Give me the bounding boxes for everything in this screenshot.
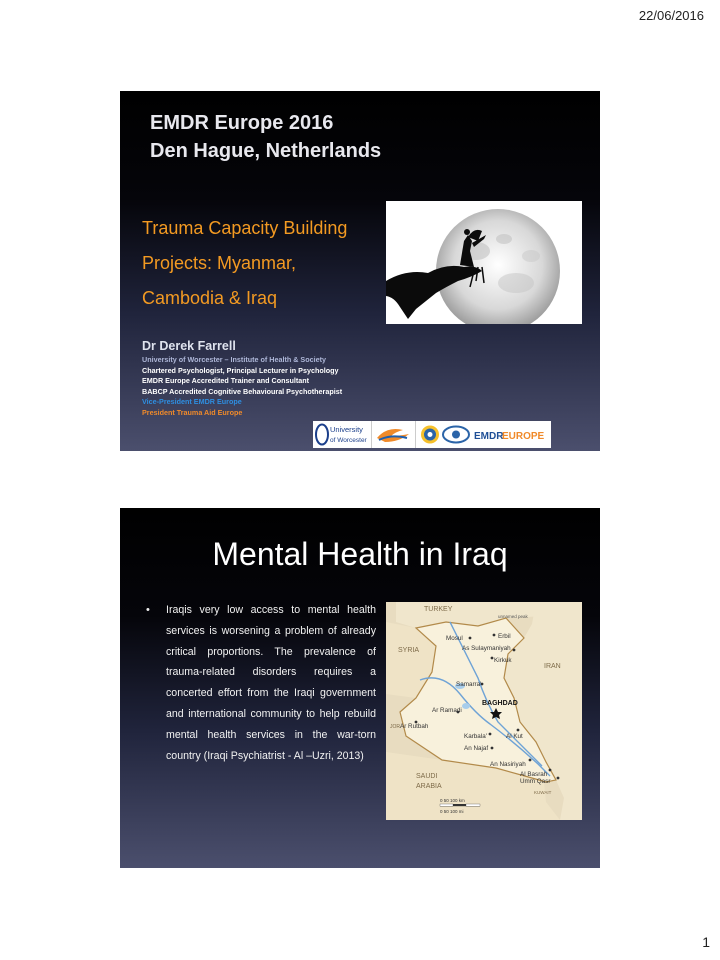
page-number: 1 [702,934,710,950]
bullet-text: Iraqis very low access to mental health services is worsening a problem of already critical proportions. The prevalence of trauma-related disorders requires a concerted effort from the Iraqi government and international community to help rebuild mental health services in the war-torn country (Iraqi Psychiatrist - Al –Uzri, 2013) [166,604,376,762]
city-kut: Al Kut [506,733,523,740]
label-iran: IRAN [544,663,561,670]
city-sulaymaniyah: As Sulaymaniyah [462,645,511,652]
city-rutbah: Ar Rutbah [400,723,429,730]
subtitle-line-3: Cambodia & Iraq [142,288,278,308]
author-name: Dr Derek Farrell [142,339,236,353]
bullet-marker: • [146,604,150,616]
city-nasiriyah: An Nasiriyah [490,761,526,768]
city-karbala: Karbala' [464,733,487,740]
city-umm-qasr: Umm Qasr [520,778,551,785]
event-name: EMDR Europe 2016 [150,112,334,134]
city-samarra: Samarra' [456,681,482,688]
iraq-map [386,602,582,820]
europe-text: EUROPE [502,431,545,442]
moon-silhouette-image [386,201,582,324]
scale-mi: 0 50 100 mi [440,809,464,814]
page-date: 22/06/2016 [638,8,704,23]
emdr-europe-logo [416,421,551,448]
credentials-list [142,355,342,418]
credential-line: President Trauma Aid Europe [142,407,243,417]
slide-title-heading [150,109,381,165]
event-location: Den Hague, Netherlands [150,140,382,162]
label-peak: unnamed peak [498,614,528,619]
city-basrah: Al Basrah [520,771,548,778]
worcester-text-2: of Worcester [329,437,367,444]
slide-heading: Mental Health in Iraq [212,536,508,572]
subtitle-line-1: Trauma Capacity Building [142,218,348,238]
label-saudi: SAUDI [416,773,438,780]
city-ramadi: Ar Ramadi [432,707,462,714]
credential-line: EMDR Europe Accredited Trainer and Consultant [142,376,310,385]
scale-km: 0 50 100 km [440,798,465,803]
city-baghdad: BAGHDAD [482,700,518,707]
presentation-subtitle [142,211,347,316]
worcester-text-1: University [329,425,363,434]
city-erbil: Erbil [498,633,511,640]
credential-line: University of Worcester – Institute of Health & Society [142,355,326,364]
label-syria: SYRIA [398,647,420,654]
slide-title [120,91,600,451]
subtitle-line-2: Projects: Myanmar, [142,253,297,273]
label-kuwait: KUWAIT [534,790,552,795]
university-worcester-logo [313,421,372,448]
city-kirkuk: Kirkuk [494,657,512,664]
author-block [142,339,342,418]
trauma-aid-logo [372,421,417,448]
label-arabia: ARABIA [416,783,442,790]
city-mosul: Mosul [446,635,463,642]
credential-line: BABCP Accredited Cognitive Behavioural Psychotherapist [142,386,343,396]
credential-line: Vice-President EMDR Europe [142,397,242,406]
city-najaf: An Najaf [464,745,489,752]
credential-line: Chartered Psychologist, Principal Lecturer in Psychology [142,365,339,375]
emdr-text: EMDR [474,431,504,442]
logo-strip [313,421,551,448]
label-jordan: JOR [390,724,400,730]
label-turkey: TURKEY [424,606,453,613]
slide-mental-health-iraq [120,508,600,868]
bullet-item [146,600,376,766]
